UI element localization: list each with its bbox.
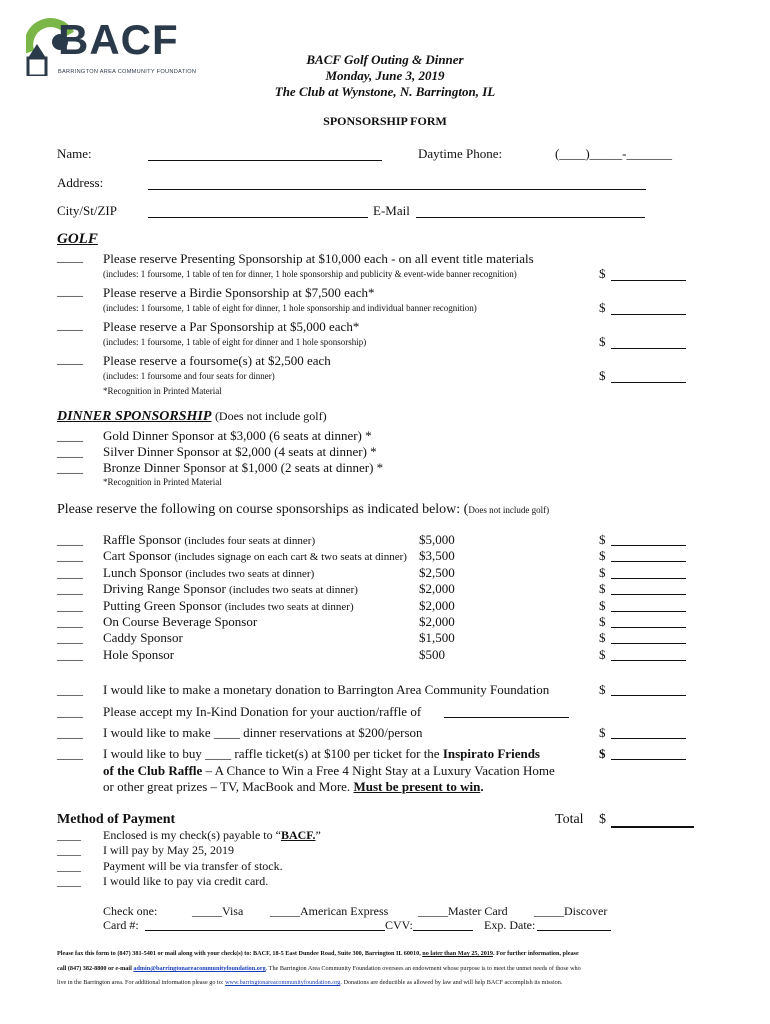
course-item-detail: (includes two seats at dinner) [224,600,354,613]
golf-item-label: Please reserve a Birdie Sponsorship at $7,500 each* [103,285,375,300]
raffle-text: I would like to buy ____ raffle ticket(s) at $100 per ticket for the Inspirato Friends of the Club Raffle – A Chance to Win a Free 4 Night Stay at a Luxury Vacation Home or other great prizes – TV, MacBook and More. Must be present to win. [103,746,555,794]
total-dollar: $ [599,812,606,827]
address-label: Address: [57,175,104,190]
check-one-label: Check one: [103,904,158,918]
payment-option-label [103,843,234,858]
email-field[interactable] [416,217,645,218]
course-item-name: Raffle Sponsor [103,532,182,547]
golf-item-amount[interactable] [611,314,686,315]
course-item-label [103,647,174,663]
golf-item-amount[interactable] [611,348,686,349]
dinner-res-blank[interactable]: ____ [57,725,83,740]
donation-amount[interactable] [611,695,686,696]
course-item-blank[interactable]: ____ [57,614,83,629]
course-item-price: $5,000 [419,532,455,547]
course-item-label [103,630,183,646]
course-item-dollar: $ [599,564,606,580]
golf-item-detail: (includes: 1 foursome and four seats for dinner) [103,371,275,381]
golf-item-detail: (includes: 1 foursome, 1 table of eight for dinner, 1 hole sponsorship and individual banner recognition) [103,303,477,313]
course-item-blank[interactable]: ____ [57,532,83,547]
golf-item-dollar: $ [599,368,606,383]
phone-field[interactable]: (____)_____-_______ [555,146,672,161]
payment-option-text: Payment will be via transfer of stock. [103,858,283,873]
exp-field[interactable] [537,930,611,931]
exp-label: Exp. Date: [484,918,536,932]
course-item-label [103,581,358,597]
footer-email-link[interactable]: admin@barringtonareacommunityfoundation.org [133,965,266,972]
golf-item-blank[interactable]: ____ [57,249,83,264]
address-field[interactable] [148,189,646,190]
form-title: SPONSORSHIP FORM [323,114,447,128]
logo-tagline: BARRINGTON AREA COMMUNITY FOUNDATION [58,69,197,75]
total-label: Total [555,812,584,827]
inkind-label: Please accept my In-Kind Donation for your auction/raffle of [103,704,422,719]
course-item-name: Cart Sponsor [103,548,172,564]
payment-option-text: I would like to pay via credit card. [103,873,269,888]
course-item-name: Lunch Sponsor [103,564,183,580]
course-item-price: $2,000 [419,581,455,597]
dinner-item-blank[interactable]: ____ [57,444,83,459]
course-item-amount[interactable] [611,643,686,644]
course-item-dollar: $ [599,532,606,547]
cvv-field[interactable] [413,930,473,931]
logo-letters: BACF [58,16,179,63]
phone-label: Daytime Phone: [418,146,503,161]
dinner-item-label: Bronze Dinner Sponsor at $1,000 (2 seats at dinner) * [103,460,384,475]
course-item-price: $500 [419,646,445,662]
course-item-dollar: $ [599,597,606,613]
card-number-label: Card #: [103,918,139,932]
dinner-heading: DINNER SPONSORSHIP (Does not include golf) [57,409,327,424]
course-item-label [103,532,315,548]
course-item-name: Driving Range Sponsor [103,581,226,597]
event-date: Monday, June 3, 2019 [325,68,445,83]
golf-item-detail: (includes: 1 foursome, 1 table of ten for dinner, 1 hole sponsorship and publicity & event-wide banner recognition) [103,269,517,279]
course-item-detail: (includes four seats at dinner) [184,535,316,547]
course-item-name: Putting Green Sponsor [103,597,222,613]
city-label: City/St/ZIP [57,203,117,218]
course-item-amount[interactable] [611,545,686,546]
event-title: BACF Golf Outing & Dinner [306,52,464,67]
course-item-amount[interactable] [611,660,686,661]
donation-label: I would like to make a monetary donation to Barrington Area Community Foundation [103,682,550,697]
course-item-label [103,548,407,564]
dinner-item-blank[interactable]: ____ [57,460,83,475]
golf-item-blank[interactable]: ____ [57,351,83,366]
dinner-note: *Recognition in Printed Material [103,477,222,487]
total-amount[interactable] [611,826,694,828]
payment-option-blank[interactable]: ____ [57,828,81,842]
card-number-field[interactable] [145,930,385,931]
course-item-name: On Course Beverage Sponsor [103,614,258,629]
course-item-price: $2,500 [419,564,455,580]
course-item-dollar: $ [599,630,606,646]
card-visa[interactable]: _____Visa [192,904,244,918]
course-item-price: $2,000 [419,614,455,629]
golf-item-amount[interactable] [611,382,686,383]
payment-heading: Method of Payment [57,812,176,827]
course-item-dollar: $ [599,646,606,662]
golf-item-label: Please reserve a foursome(s) at $2,500 each [103,353,331,368]
golf-item-label: Please reserve Presenting Sponsorship at $10,000 each - on all event title materials [103,251,534,266]
payment-option-bold: BACF. [280,828,316,842]
payment-option-label [103,874,268,889]
course-item-name: Hole Sponsor [103,646,175,662]
course-item-detail: (includes two seats at dinner) [229,584,358,597]
raffle-blank[interactable]: ____ [57,746,83,761]
name-field[interactable] [148,160,382,161]
raffle-dollar: $ [599,746,606,761]
course-item-price: $2,000 [419,597,455,613]
course-item-blank[interactable]: ____ [57,581,83,597]
course-item-blank[interactable]: ____ [57,564,83,580]
payment-option-label [103,859,283,874]
card-mastercard[interactable]: _____Master Card [418,904,508,918]
dinner-item-label: Gold Dinner Sponsor at $3,000 (6 seats at dinner) * [103,428,372,443]
dinner-res-count[interactable]: ____ [213,725,240,740]
donation-blank[interactable]: ____ [57,682,83,697]
dinner-item-blank[interactable]: ____ [57,428,83,443]
raffle-amount[interactable] [611,759,686,760]
golf-heading: GOLF [57,231,98,247]
city-field[interactable] [148,217,368,218]
course-item-label [103,598,354,614]
payment-option-blank[interactable]: ____ [57,873,81,888]
course-item-dollar: $ [599,614,606,629]
course-heading: Please reserve the following on course sponsorships as indicated below: (Does not include golf) [57,502,550,517]
course-item-label [103,565,314,581]
name-label: Name: [57,146,92,161]
course-item-blank[interactable]: ____ [57,597,83,613]
payment-option-label [103,828,321,843]
dinner-res-label: I would like to make ____ dinner reservations at $200/person [103,725,423,740]
card-discover[interactable]: _____Discover [534,904,608,918]
payment-option-blank[interactable]: ____ [57,843,81,858]
golf-item-dollar: $ [599,334,606,349]
golf-item-blank[interactable]: ____ [57,317,83,332]
card-amex[interactable]: _____American Express [270,904,389,918]
golf-item-dollar: $ [599,266,606,281]
course-item-blank[interactable]: ____ [57,646,83,662]
dinner-res-amount[interactable] [611,738,686,739]
course-item-detail: (includes two seats at dinner) [185,567,315,580]
course-item-dollar: $ [599,581,606,597]
footer-line2: call (847) 382-8800 or e-mail admin@barringtonareacommunityfoundation.org. The Barrington Area Community Foundation oversees an endowment whose purpose is to meet the unmet needs of those who [57,965,581,972]
payment-option-blank[interactable]: ____ [57,858,81,873]
course-item-price: $1,500 [419,630,455,646]
golf-item-dollar: $ [599,300,606,315]
golf-item-detail: (includes: 1 foursome, 1 table of eight for dinner and 1 hole sponsorship) [103,337,367,347]
course-item-name: Caddy Sponsor [103,630,183,646]
golf-note: *Recognition in Printed Material [103,386,222,396]
cvv-label: CVV: [385,918,413,932]
course-item-amount[interactable] [611,611,686,612]
inkind-field[interactable] [444,717,569,718]
course-item-price: $3,500 [419,548,455,564]
email-label: E-Mail [373,203,410,218]
golf-item-blank[interactable]: ____ [57,283,83,298]
inkind-blank[interactable]: ____ [57,704,83,719]
dinner-item-label: Silver Dinner Sponsor at $2,000 (4 seats at dinner) * [103,444,377,459]
payment-option-text: I will pay by May 25, 2019 [103,843,234,858]
payment-option-post: ” [315,828,321,842]
course-item-blank[interactable]: ____ [57,548,83,564]
event-venue: The Club at Wynstone, N. Barrington, IL [274,84,496,99]
footer-website-link[interactable]: www.barringtonareacommunityfoundation.org [225,979,341,986]
payment-option-text: Enclosed is my check(s) payable to “ [103,828,281,842]
course-item-amount[interactable] [611,578,686,579]
footer-line1: Please fax this form to (847) 381-5401 or mail along with your check(s) to: BACF, 18-5 East Dundee Road, Suite 300, Barrington IL 60010, no later than May 25, 2019. For further information, please [57,950,579,957]
dinner-res-dollar: $ [599,725,606,740]
course-item-amount[interactable] [611,561,686,562]
course-item-blank[interactable]: ____ [57,630,83,646]
course-item-dollar: $ [599,548,606,564]
footer-line3: live in the Barrington area. For additional information please go to: www.barringtonareacommunityfoundation.org. Donations are deductible as allowed by law and will help BACF accomplish its mission. [57,979,563,986]
course-item-amount[interactable] [611,594,686,595]
golf-item-label: Please reserve a Par Sponsorship at $5,000 each* [103,319,360,334]
course-item-amount[interactable] [611,627,686,628]
golf-item-amount[interactable] [611,280,686,281]
course-item-label [103,614,257,630]
course-item-detail: (includes signage on each cart & two seats at dinner) [174,551,407,564]
donation-dollar: $ [599,682,606,697]
